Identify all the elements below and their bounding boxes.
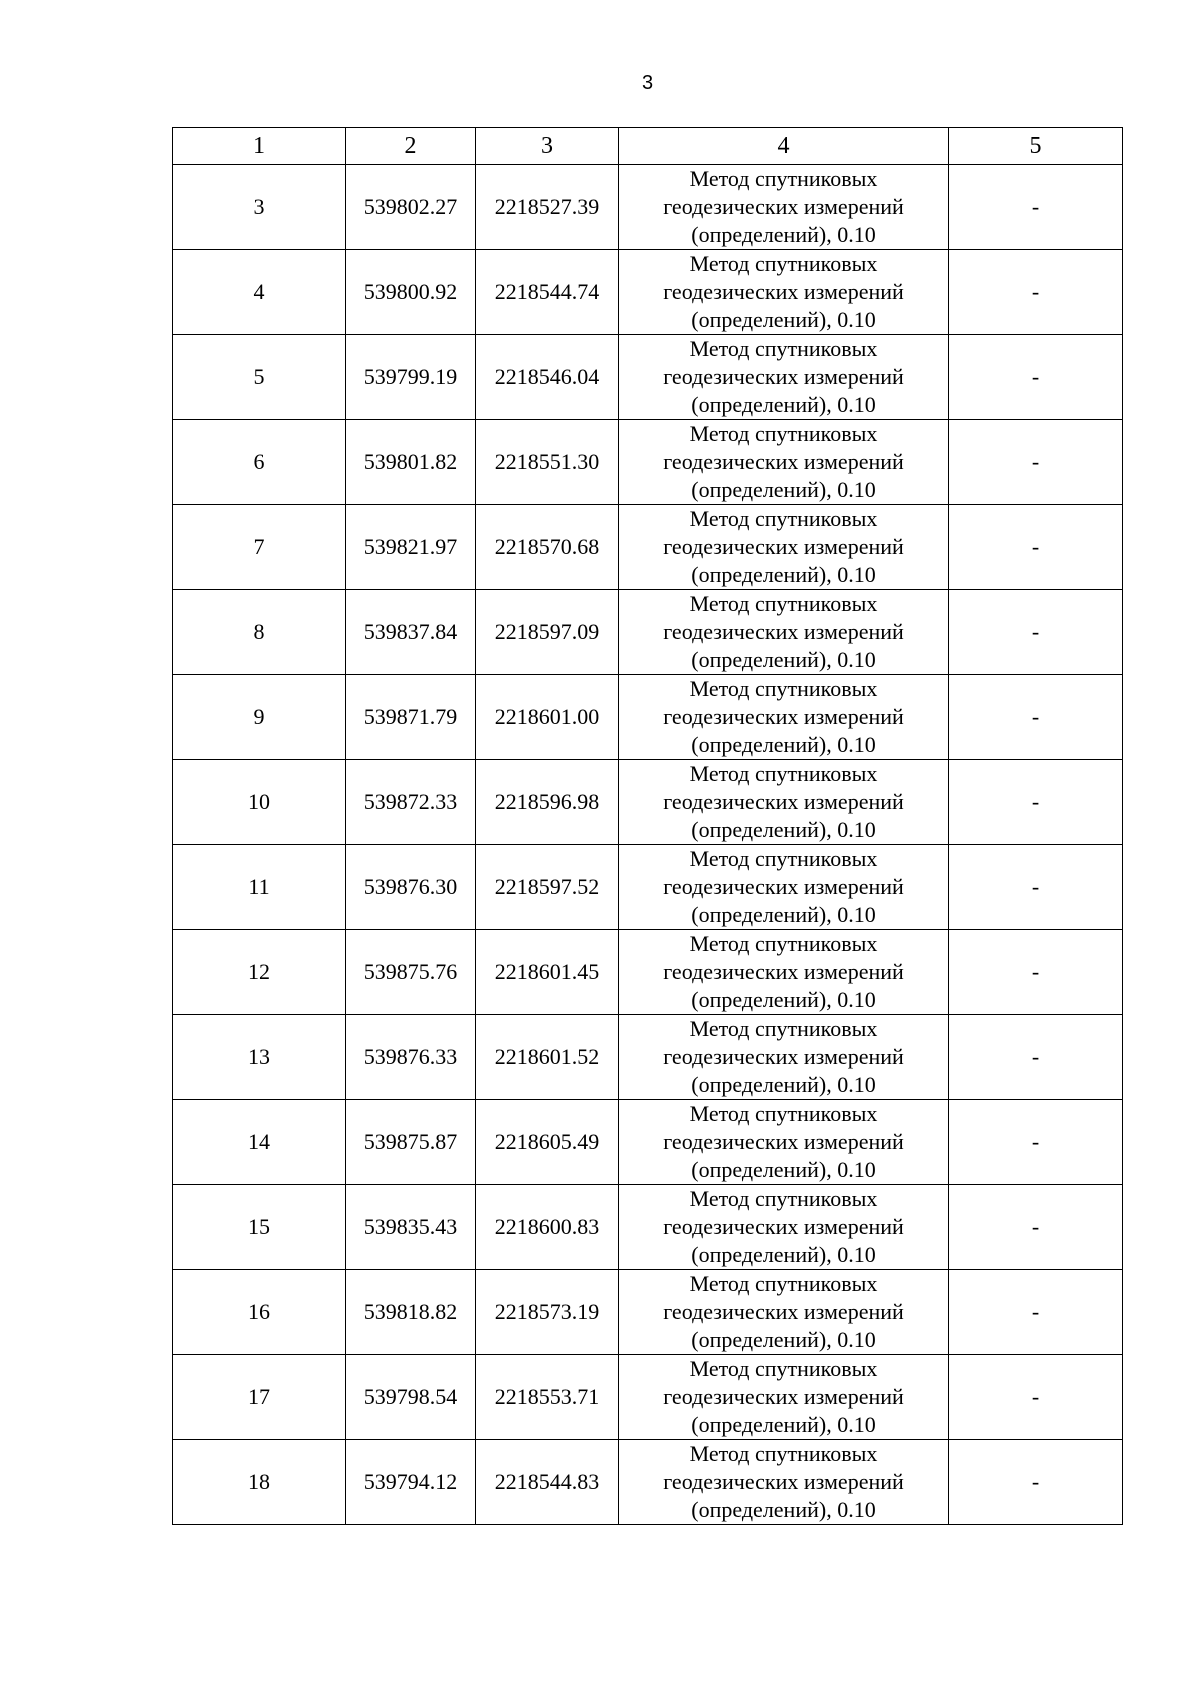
method-cell: Метод спутниковых геодезических измерений (определений), 0.10 [619,505,949,590]
x-coordinate-cell: 539876.30 [346,845,476,930]
point-number-cell: 12 [173,930,346,1015]
method-cell: Метод спутниковых геодезических измерений (определений), 0.10 [619,1440,949,1525]
method-cell: Метод спутниковых геодезических измерений (определений), 0.10 [619,165,949,250]
note-cell: - [949,165,1123,250]
x-coordinate-cell: 539835.43 [346,1185,476,1270]
table-header [173,128,1123,165]
table-row [173,505,1123,590]
x-coordinate-cell: 539801.82 [346,420,476,505]
y-coordinate-cell: 2218551.30 [476,420,619,505]
point-number-cell: 7 [173,505,346,590]
y-coordinate-cell: 2218601.00 [476,675,619,760]
y-coordinate-cell: 2218597.09 [476,590,619,675]
y-coordinate-cell: 2218546.04 [476,335,619,420]
table-body [173,165,1123,1525]
table-row [173,930,1123,1015]
x-coordinate-cell: 539871.79 [346,675,476,760]
y-coordinate-cell: 2218600.83 [476,1185,619,1270]
note-cell: - [949,1355,1123,1440]
method-cell: Метод спутниковых геодезических измерений (определений), 0.10 [619,760,949,845]
note-cell: - [949,505,1123,590]
y-coordinate-cell: 2218601.52 [476,1015,619,1100]
method-cell: Метод спутниковых геодезических измерений (определений), 0.10 [619,250,949,335]
y-coordinate-cell: 2218527.39 [476,165,619,250]
table-row [173,675,1123,760]
table-row [173,1185,1123,1270]
header-cell-3: 3 [476,128,619,165]
x-coordinate-cell: 539821.97 [346,505,476,590]
note-cell: - [949,1270,1123,1355]
note-cell: - [949,590,1123,675]
y-coordinate-cell: 2218597.52 [476,845,619,930]
note-cell: - [949,845,1123,930]
method-cell: Метод спутниковых геодезических измерений (определений), 0.10 [619,845,949,930]
y-coordinate-cell: 2218596.98 [476,760,619,845]
point-number-cell: 8 [173,590,346,675]
point-number-cell: 5 [173,335,346,420]
table-row [173,335,1123,420]
x-coordinate-cell: 539875.76 [346,930,476,1015]
y-coordinate-cell: 2218553.71 [476,1355,619,1440]
page-number: 3 [641,72,654,94]
y-coordinate-cell: 2218544.74 [476,250,619,335]
point-number-cell: 3 [173,165,346,250]
note-cell: - [949,1015,1123,1100]
x-coordinate-cell: 539872.33 [346,760,476,845]
table-row [173,165,1123,250]
method-cell: Метод спутниковых геодезических измерений (определений), 0.10 [619,675,949,760]
x-coordinate-cell: 539876.33 [346,1015,476,1100]
method-cell: Метод спутниковых геодезических измерений (определений), 0.10 [619,420,949,505]
method-cell: Метод спутниковых геодезических измерений (определений), 0.10 [619,590,949,675]
point-number-cell: 14 [173,1100,346,1185]
y-coordinate-cell: 2218605.49 [476,1100,619,1185]
header-cell-5: 5 [949,128,1123,165]
point-number-cell: 4 [173,250,346,335]
x-coordinate-cell: 539875.87 [346,1100,476,1185]
point-number-cell: 17 [173,1355,346,1440]
table-row [173,590,1123,675]
note-cell: - [949,760,1123,845]
y-coordinate-cell: 2218570.68 [476,505,619,590]
point-number-cell: 13 [173,1015,346,1100]
note-cell: - [949,335,1123,420]
y-coordinate-cell: 2218573.19 [476,1270,619,1355]
point-number-cell: 18 [173,1440,346,1525]
table-row [173,250,1123,335]
note-cell: - [949,1100,1123,1185]
note-cell: - [949,250,1123,335]
x-coordinate-cell: 539818.82 [346,1270,476,1355]
header-cell-1: 1 [173,128,346,165]
method-cell: Метод спутниковых геодезических измерений (определений), 0.10 [619,335,949,420]
method-cell: Метод спутниковых геодезических измерений (определений), 0.10 [619,930,949,1015]
point-number-cell: 15 [173,1185,346,1270]
method-cell: Метод спутниковых геодезических измерений (определений), 0.10 [619,1015,949,1100]
point-number-cell: 11 [173,845,346,930]
header-row [173,128,1123,165]
x-coordinate-cell: 539798.54 [346,1355,476,1440]
point-number-cell: 16 [173,1270,346,1355]
y-coordinate-cell: 2218601.45 [476,930,619,1015]
table-row [173,1270,1123,1355]
note-cell: - [949,1185,1123,1270]
method-cell: Метод спутниковых геодезических измерений (определений), 0.10 [619,1270,949,1355]
table-row [173,845,1123,930]
table-row [173,420,1123,505]
point-number-cell: 6 [173,420,346,505]
method-cell: Метод спутниковых геодезических измерений (определений), 0.10 [619,1185,949,1270]
method-cell: Метод спутниковых геодезических измерений (определений), 0.10 [619,1355,949,1440]
table-row [173,1100,1123,1185]
note-cell: - [949,930,1123,1015]
table-row [173,1015,1123,1100]
header-cell-2: 2 [346,128,476,165]
header-cell-4: 4 [619,128,949,165]
y-coordinate-cell: 2218544.83 [476,1440,619,1525]
table-row [173,760,1123,845]
note-cell: - [949,675,1123,760]
note-cell: - [949,1440,1123,1525]
x-coordinate-cell: 539802.27 [346,165,476,250]
point-number-cell: 9 [173,675,346,760]
point-number-cell: 10 [173,760,346,845]
method-cell: Метод спутниковых геодезических измерений (определений), 0.10 [619,1100,949,1185]
x-coordinate-cell: 539799.19 [346,335,476,420]
table-row [173,1440,1123,1525]
note-cell: - [949,420,1123,505]
x-coordinate-cell: 539837.84 [346,590,476,675]
coordinates-table [172,127,1123,1525]
table-row [173,1355,1123,1440]
x-coordinate-cell: 539800.92 [346,250,476,335]
x-coordinate-cell: 539794.12 [346,1440,476,1525]
